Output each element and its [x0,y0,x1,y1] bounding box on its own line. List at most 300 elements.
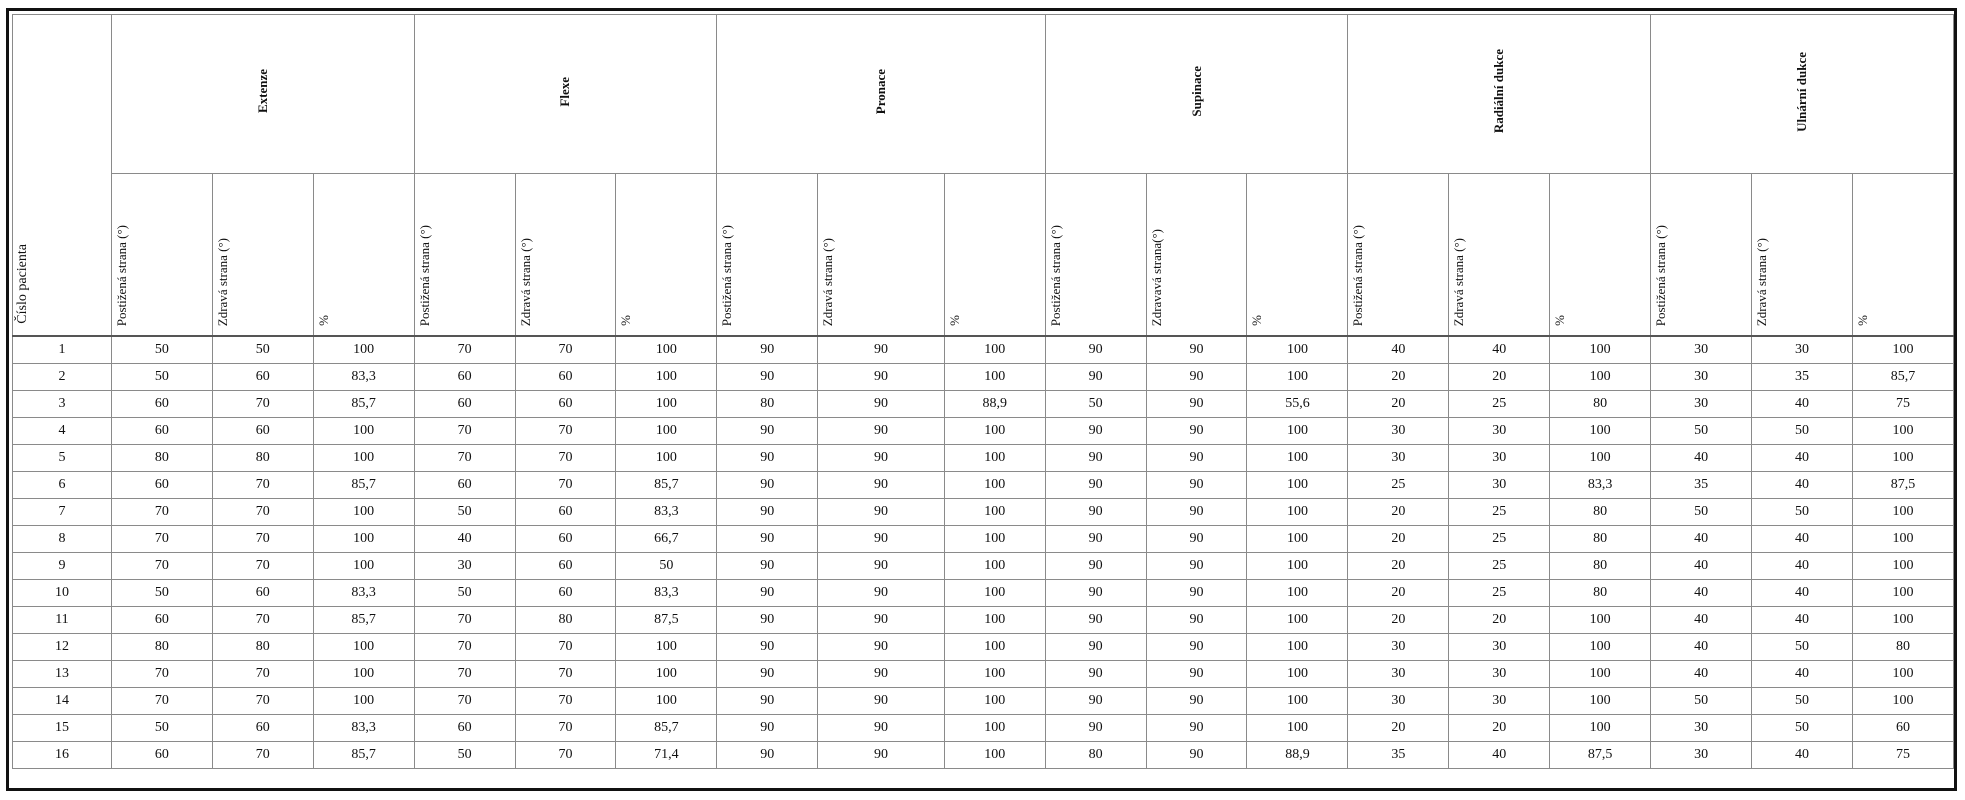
value-cell: 100 [944,688,1045,715]
value-cell: 100 [313,553,414,580]
value-cell: 70 [515,742,616,769]
value-cell: 20 [1449,364,1550,391]
group-header-label: Pronace [873,68,889,115]
table-row [13,634,1954,661]
value-cell: 85,7 [616,715,717,742]
patient-number-cell: 12 [13,634,112,661]
value-cell: 100 [944,364,1045,391]
value-cell: 25 [1449,499,1550,526]
column-header-label: Zdravá strana (°) [1451,237,1467,326]
value-cell: 100 [313,634,414,661]
value-cell: 90 [1045,634,1146,661]
column-header [1852,174,1953,337]
value-cell: 88,9 [944,391,1045,418]
value-cell: 90 [818,445,945,472]
value-cell: 90 [1045,336,1146,364]
value-cell: 35 [1348,742,1449,769]
value-cell: 90 [818,391,945,418]
value-cell: 90 [1045,715,1146,742]
value-cell: 90 [1146,742,1247,769]
column-header [212,174,313,337]
value-cell: 60 [414,715,515,742]
value-cell: 50 [1752,634,1853,661]
value-cell: 60 [111,391,212,418]
value-cell: 100 [1247,472,1348,499]
value-cell: 85,7 [616,472,717,499]
value-cell: 35 [1752,364,1853,391]
value-cell: 25 [1449,580,1550,607]
value-cell: 90 [818,607,945,634]
column-header-label: Zdravá strana (°) [517,237,533,326]
value-cell: 100 [616,391,717,418]
value-cell: 100 [1852,418,1953,445]
table-row [13,715,1954,742]
value-cell: 100 [1247,553,1348,580]
group-header-row [13,15,1954,174]
value-cell: 60 [212,715,313,742]
value-cell: 90 [717,526,818,553]
value-cell: 100 [1550,364,1651,391]
column-header-label: Zdravavá strana(°) [1148,228,1164,326]
value-cell: 70 [111,661,212,688]
value-cell: 30 [1651,715,1752,742]
value-cell: 50 [414,742,515,769]
value-cell: 70 [212,472,313,499]
value-cell: 100 [1550,418,1651,445]
value-cell: 50 [1752,688,1853,715]
value-cell: 90 [818,364,945,391]
value-cell: 30 [1752,336,1853,364]
value-cell: 100 [944,499,1045,526]
value-cell: 80 [1550,553,1651,580]
value-cell: 100 [313,688,414,715]
value-cell: 100 [616,418,717,445]
table-row [13,661,1954,688]
value-cell: 83,3 [313,364,414,391]
column-header-label: % [315,315,331,326]
value-cell: 70 [212,499,313,526]
value-cell: 90 [717,715,818,742]
column-header-label: Zdravá strana (°) [820,237,836,326]
value-cell: 40 [1651,661,1752,688]
value-cell: 83,3 [313,715,414,742]
value-cell: 90 [717,499,818,526]
table-row [13,336,1954,364]
value-cell: 100 [944,336,1045,364]
value-cell: 75 [1852,391,1953,418]
value-cell: 90 [717,742,818,769]
value-cell: 55,6 [1247,391,1348,418]
column-header-label: % [946,315,962,326]
value-cell: 30 [1449,661,1550,688]
value-cell: 70 [515,715,616,742]
value-cell: 40 [1449,742,1550,769]
value-cell: 30 [1348,634,1449,661]
value-cell: 90 [717,418,818,445]
value-cell: 20 [1348,553,1449,580]
patient-number-cell: 7 [13,499,112,526]
patient-number-cell: 16 [13,742,112,769]
column-header-label: Zdravá strana (°) [214,237,230,326]
value-cell: 50 [1651,499,1752,526]
value-cell: 100 [616,688,717,715]
value-cell: 90 [818,336,945,364]
table-row [13,391,1954,418]
column-header [515,174,616,337]
value-cell: 50 [616,553,717,580]
value-cell: 90 [818,553,945,580]
value-cell: 80 [1045,742,1146,769]
value-cell: 90 [717,472,818,499]
value-cell: 60 [212,364,313,391]
value-cell: 50 [1045,391,1146,418]
value-cell: 70 [515,688,616,715]
value-cell: 90 [717,445,818,472]
value-cell: 90 [1146,445,1247,472]
column-header [1247,174,1348,337]
column-header [111,174,212,337]
column-header [1651,174,1752,337]
value-cell: 25 [1449,526,1550,553]
value-cell: 70 [515,418,616,445]
value-cell: 100 [1852,688,1953,715]
value-cell: 25 [1449,553,1550,580]
value-cell: 40 [1752,742,1853,769]
sub-header-row [13,174,1954,337]
column-header [1752,174,1853,337]
value-cell: 70 [515,634,616,661]
value-cell: 20 [1449,715,1550,742]
value-cell: 40 [1752,580,1853,607]
value-cell: 83,3 [616,580,717,607]
value-cell: 66,7 [616,526,717,553]
table-row [13,445,1954,472]
value-cell: 85,7 [313,607,414,634]
value-cell: 90 [1146,526,1247,553]
value-cell: 40 [1752,445,1853,472]
value-cell: 50 [111,715,212,742]
value-cell: 100 [313,418,414,445]
value-cell: 70 [515,472,616,499]
value-cell: 40 [1651,607,1752,634]
value-cell: 35 [1651,472,1752,499]
value-cell: 60 [515,580,616,607]
table-row [13,364,1954,391]
value-cell: 70 [212,742,313,769]
value-cell: 40 [414,526,515,553]
value-cell: 50 [212,336,313,364]
value-cell: 60 [212,580,313,607]
patient-number-cell: 1 [13,336,112,364]
value-cell: 90 [717,553,818,580]
value-cell: 50 [1651,418,1752,445]
value-cell: 60 [515,499,616,526]
value-cell: 60 [515,391,616,418]
column-header-label: Postižená strana (°) [1350,224,1366,326]
value-cell: 70 [212,526,313,553]
value-cell: 20 [1348,715,1449,742]
value-cell: 100 [313,526,414,553]
value-cell: 20 [1348,526,1449,553]
patient-number-cell: 14 [13,688,112,715]
value-cell: 90 [1045,364,1146,391]
value-cell: 50 [111,580,212,607]
group-header-label: Extenze [254,69,270,114]
value-cell: 90 [1146,688,1247,715]
value-cell: 80 [111,445,212,472]
value-cell: 90 [717,580,818,607]
value-cell: 30 [1449,418,1550,445]
value-cell: 90 [1146,499,1247,526]
value-cell: 70 [111,688,212,715]
value-cell: 40 [1651,526,1752,553]
value-cell: 100 [1550,715,1651,742]
value-cell: 40 [1752,472,1853,499]
value-cell: 100 [1852,336,1953,364]
value-cell: 50 [414,580,515,607]
value-cell: 50 [111,336,212,364]
value-cell: 70 [414,688,515,715]
column-header-label: % [1249,315,1265,326]
value-cell: 100 [1247,607,1348,634]
value-cell: 100 [944,742,1045,769]
value-cell: 100 [616,634,717,661]
document-frame [6,8,1957,791]
value-cell: 60 [212,418,313,445]
value-cell: 80 [1550,526,1651,553]
value-cell: 100 [1247,336,1348,364]
value-cell: 90 [1045,499,1146,526]
value-cell: 70 [515,336,616,364]
value-cell: 85,7 [1852,364,1953,391]
table-row [13,526,1954,553]
value-cell: 100 [313,445,414,472]
value-cell: 100 [1247,715,1348,742]
value-cell: 100 [1247,661,1348,688]
group-header [1348,15,1651,174]
value-cell: 100 [1852,445,1953,472]
value-cell: 60 [111,472,212,499]
value-cell: 80 [212,445,313,472]
value-cell: 60 [515,364,616,391]
value-cell: 100 [1852,607,1953,634]
value-cell: 80 [1550,580,1651,607]
value-cell: 85,7 [313,742,414,769]
value-cell: 83,3 [1550,472,1651,499]
value-cell: 100 [1247,445,1348,472]
value-cell: 70 [414,418,515,445]
value-cell: 70 [111,499,212,526]
column-header [1045,174,1146,337]
value-cell: 20 [1449,607,1550,634]
value-cell: 70 [515,661,616,688]
value-cell: 90 [1146,336,1247,364]
value-cell: 20 [1348,364,1449,391]
value-cell: 100 [616,336,717,364]
value-cell: 90 [818,634,945,661]
value-cell: 90 [1146,364,1247,391]
patient-number-header [13,15,112,337]
value-cell: 83,3 [313,580,414,607]
value-cell: 90 [1045,526,1146,553]
patient-number-cell: 3 [13,391,112,418]
value-cell: 90 [717,607,818,634]
value-cell: 90 [1045,607,1146,634]
value-cell: 30 [1348,688,1449,715]
value-cell: 90 [717,634,818,661]
value-cell: 100 [1247,688,1348,715]
value-cell: 87,5 [1550,742,1651,769]
patient-number-cell: 10 [13,580,112,607]
value-cell: 30 [1348,418,1449,445]
group-header [111,15,414,174]
value-cell: 100 [616,661,717,688]
column-header-label: Postižená strana (°) [416,224,432,326]
measurement-table [12,14,1954,769]
value-cell: 40 [1651,553,1752,580]
value-cell: 60 [111,418,212,445]
value-cell: 80 [111,634,212,661]
value-cell: 20 [1348,391,1449,418]
value-cell: 100 [1550,445,1651,472]
value-cell: 90 [1045,688,1146,715]
value-cell: 30 [1449,445,1550,472]
table-row [13,742,1954,769]
value-cell: 30 [1449,634,1550,661]
value-cell: 30 [1651,336,1752,364]
column-header [1146,174,1247,337]
value-cell: 40 [1651,634,1752,661]
value-cell: 100 [944,634,1045,661]
group-header-label: Supinace [1188,66,1204,117]
value-cell: 90 [818,526,945,553]
table-row [13,688,1954,715]
value-cell: 100 [1247,526,1348,553]
value-cell: 30 [1651,391,1752,418]
value-cell: 90 [717,364,818,391]
value-cell: 60 [1852,715,1953,742]
value-cell: 70 [414,445,515,472]
value-cell: 100 [313,661,414,688]
value-cell: 70 [212,688,313,715]
value-cell: 100 [944,445,1045,472]
value-cell: 90 [818,688,945,715]
value-cell: 90 [1146,715,1247,742]
value-cell: 90 [1146,607,1247,634]
value-cell: 90 [1045,418,1146,445]
value-cell: 100 [1852,661,1953,688]
column-header-label: % [1552,315,1568,326]
value-cell: 40 [1449,336,1550,364]
value-cell: 100 [1247,418,1348,445]
table-row [13,418,1954,445]
value-cell: 30 [1651,742,1752,769]
patient-number-cell: 9 [13,553,112,580]
column-header-label: % [1854,315,1870,326]
column-header-label: Postižená strana (°) [1047,224,1063,326]
value-cell: 90 [1045,580,1146,607]
value-cell: 40 [1752,661,1853,688]
value-cell: 90 [818,715,945,742]
value-cell: 30 [1651,364,1752,391]
value-cell: 90 [818,472,945,499]
value-cell: 60 [111,607,212,634]
value-cell: 40 [1651,580,1752,607]
value-cell: 83,3 [616,499,717,526]
value-cell: 40 [1752,553,1853,580]
value-cell: 80 [1852,634,1953,661]
value-cell: 100 [313,499,414,526]
value-cell: 100 [944,607,1045,634]
value-cell: 20 [1348,499,1449,526]
value-cell: 100 [313,336,414,364]
value-cell: 80 [1550,391,1651,418]
value-cell: 60 [414,391,515,418]
value-cell: 100 [616,445,717,472]
value-cell: 80 [212,634,313,661]
value-cell: 100 [1550,688,1651,715]
value-cell: 100 [944,580,1045,607]
value-cell: 100 [1247,364,1348,391]
group-header [414,15,717,174]
value-cell: 85,7 [313,472,414,499]
column-header [616,174,717,337]
value-cell: 90 [1146,391,1247,418]
column-header-label: Zdravá strana (°) [1754,237,1770,326]
value-cell: 70 [414,336,515,364]
column-header [414,174,515,337]
group-header [1651,15,1954,174]
value-cell: 60 [111,742,212,769]
value-cell: 60 [515,526,616,553]
value-cell: 100 [1852,499,1953,526]
column-header-label: Postižená strana (°) [719,224,735,326]
value-cell: 90 [1146,580,1247,607]
value-cell: 100 [944,472,1045,499]
group-header-label: Flexe [557,76,573,107]
patient-number-cell: 13 [13,661,112,688]
value-cell: 90 [1146,553,1247,580]
value-cell: 75 [1852,742,1953,769]
value-cell: 100 [1247,634,1348,661]
column-header-label: % [618,315,634,326]
value-cell: 90 [1045,445,1146,472]
column-header [1348,174,1449,337]
value-cell: 25 [1348,472,1449,499]
column-header-label: Postižená strana (°) [1653,224,1669,326]
value-cell: 90 [1045,661,1146,688]
patient-number-cell: 11 [13,607,112,634]
value-cell: 100 [1550,336,1651,364]
value-cell: 20 [1348,580,1449,607]
value-cell: 60 [414,364,515,391]
value-cell: 50 [111,364,212,391]
value-cell: 50 [1651,688,1752,715]
value-cell: 100 [1247,580,1348,607]
value-cell: 100 [1550,661,1651,688]
value-cell: 90 [1146,634,1247,661]
value-cell: 90 [818,418,945,445]
group-header [1045,15,1348,174]
value-cell: 90 [1045,553,1146,580]
value-cell: 50 [414,499,515,526]
value-cell: 50 [1752,418,1853,445]
value-cell: 100 [1852,526,1953,553]
column-header [1449,174,1550,337]
value-cell: 30 [1449,472,1550,499]
value-cell: 71,4 [616,742,717,769]
value-cell: 100 [944,661,1045,688]
